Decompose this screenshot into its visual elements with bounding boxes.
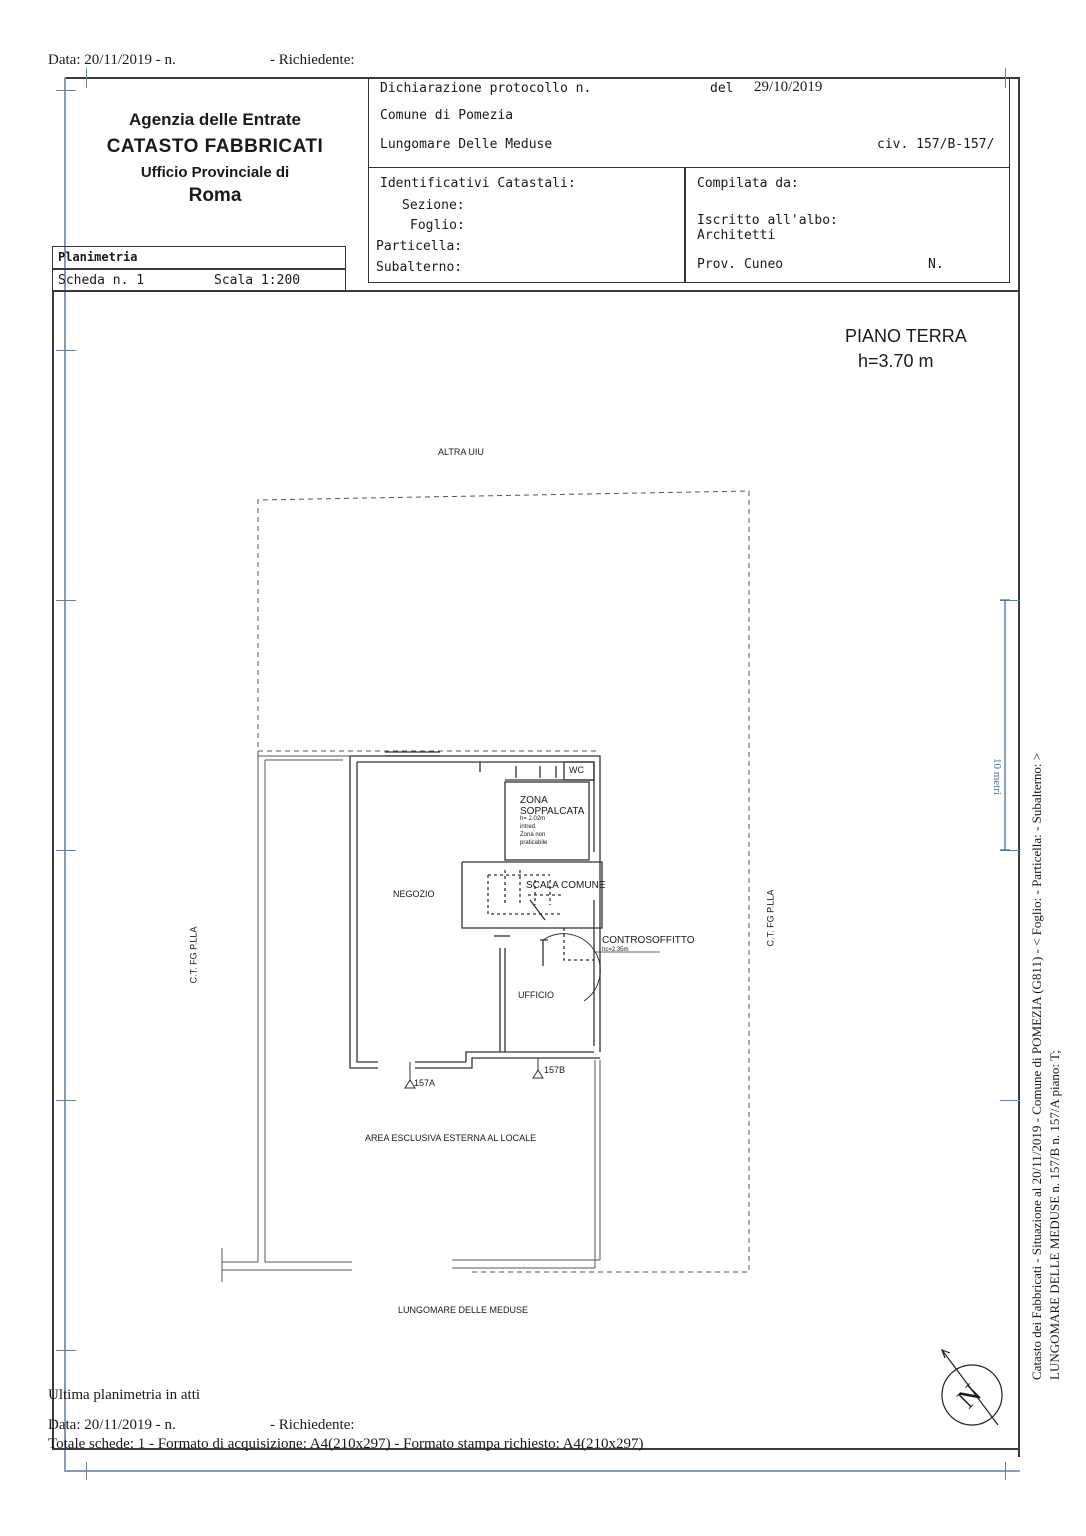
identificativi-sezione: Sezione: bbox=[402, 198, 465, 213]
label-zona: ZONA bbox=[520, 795, 548, 806]
side-indirizzo: LUNGOMARE DELLE MEDUSE n. 157/B n. 157/A piano: T; bbox=[1047, 1050, 1062, 1380]
compilata-prov: Prov. Cuneo bbox=[697, 257, 784, 272]
header-richiedente: - Richiedente: bbox=[270, 52, 355, 68]
protocol-dichiarazione: Dichiarazione protocollo n. bbox=[380, 81, 592, 96]
label-controsoffitto-h: hc=2.35m bbox=[602, 947, 629, 953]
footer-richiedente: - Richiedente: bbox=[270, 1417, 355, 1433]
identificativi-foglio: Foglio: bbox=[410, 218, 465, 233]
side-scale-mark: 10 metri bbox=[991, 758, 1003, 795]
planimetria-scheda: Scheda n. 1 bbox=[58, 273, 145, 288]
label-area-esclusiva: AREA ESCLUSIVA ESTERNA AL LOCALE bbox=[365, 1133, 537, 1143]
label-scala-comune: SCALA COMUNE bbox=[526, 880, 606, 891]
label-zona-note3: praticabile bbox=[520, 840, 548, 846]
compilata-albo: Architetti bbox=[697, 228, 776, 243]
label-157a: 157A bbox=[414, 1078, 436, 1088]
label-altra-uiu: ALTRA UIU bbox=[438, 447, 484, 457]
label-ufficio: UFFICIO bbox=[518, 990, 554, 1000]
footer-totale: Totale schede: 1 - Formato di acquisizione: A4(210x297) - Formato stampa richiesto: A4(210x297) bbox=[48, 1436, 644, 1452]
label-ctfg-left: C.T. FG P.LLA bbox=[188, 926, 199, 984]
label-zona-note1: intred. bbox=[520, 824, 537, 830]
compilata-iscritto: Iscritto all'albo: bbox=[697, 213, 838, 228]
identificativi-particella: Particella: bbox=[376, 239, 463, 254]
label-wc: WC bbox=[569, 765, 584, 775]
planimetria-scala: Scala 1:200 bbox=[214, 273, 301, 288]
lot-boundary bbox=[258, 491, 749, 1272]
compilata-n: N. bbox=[928, 257, 944, 272]
label-lungomare: LUNGOMARE DELLE MEDUSE bbox=[398, 1305, 529, 1315]
agency-ufficio: Ufficio Provinciale di bbox=[140, 164, 290, 181]
label-negozio: NEGOZIO bbox=[393, 889, 435, 899]
north-label: N bbox=[951, 1378, 988, 1415]
protocol-civico: civ. 157/B-157/ bbox=[877, 137, 995, 152]
identificativi-subalterno: Subalterno: bbox=[376, 260, 463, 275]
protocol-del-label: del bbox=[710, 81, 734, 96]
label-157b: 157B bbox=[544, 1065, 566, 1075]
header-date: Data: 20/11/2019 - n. bbox=[48, 52, 176, 68]
agency-catasto: CATASTO FABBRICATI bbox=[106, 136, 324, 157]
protocol-date: 29/10/2019 bbox=[754, 79, 823, 95]
label-soppalcata: SOPPALCATA bbox=[520, 806, 585, 817]
floor-title: PIANO TERRA bbox=[845, 326, 967, 346]
label-ctfg-right: C.T. FG P.LLA bbox=[765, 889, 776, 947]
floor-height: h=3.70 m bbox=[858, 351, 934, 371]
agency-name: Agenzia delle Entrate bbox=[129, 110, 301, 129]
label-zona-note2: Zona non bbox=[520, 832, 546, 838]
footer-ultima: Ultima planimetria in atti bbox=[48, 1387, 201, 1403]
compilata-title: Compilata da: bbox=[697, 176, 799, 191]
planimetria-title: Planimetria bbox=[58, 250, 138, 264]
identificativi-title: Identificativi Catastali: bbox=[380, 176, 576, 191]
agency-city: Roma bbox=[188, 185, 242, 206]
protocol-address: Lungomare Delle Meduse bbox=[380, 137, 553, 152]
label-controsoffitto: CONTROSOFFITTO bbox=[602, 935, 695, 946]
label-zona-height: h= 2.02m bbox=[520, 816, 546, 822]
side-situazione: Catasto dei Fabbricati - Situazione al 20/11/2019 - Comune di POMEZIA (G811) - < Foglio: - Particella: - Subalterno: > bbox=[1029, 752, 1044, 1380]
protocol-comune: Comune di Pomezia bbox=[380, 108, 514, 123]
footer-date: Data: 20/11/2019 - n. bbox=[48, 1417, 176, 1433]
